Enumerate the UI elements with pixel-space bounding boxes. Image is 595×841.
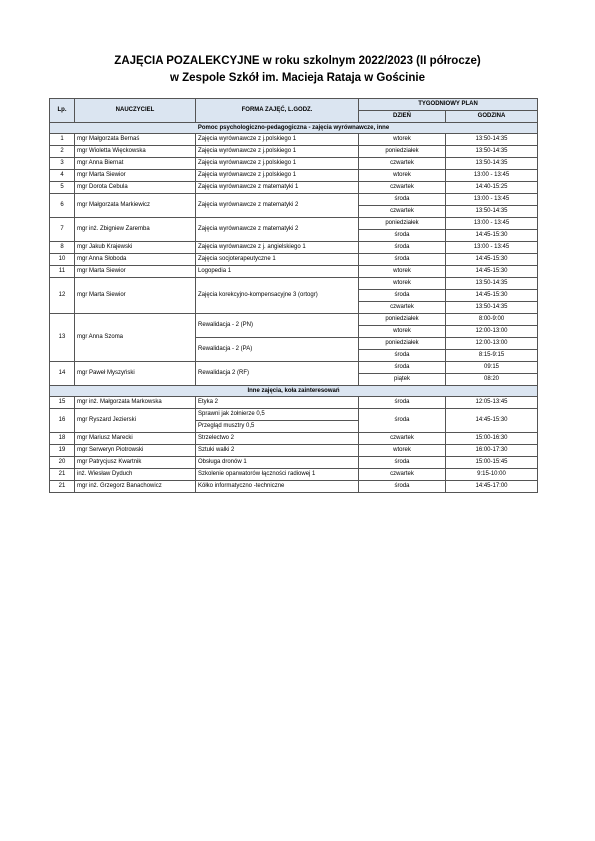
row-teacher: mgr inż. Małgorzata Markowska <box>75 397 196 409</box>
row-lp: 19 <box>50 445 75 457</box>
row-teacher: mgr Paweł Myszyński <box>75 362 196 386</box>
row-day: środa <box>359 397 446 409</box>
row-hour: 13:00 - 13:45 <box>446 242 538 254</box>
row-hour: 13:00 - 13:45 <box>446 218 538 230</box>
row-day: czwartek <box>359 469 446 481</box>
row-teacher: mgr Małgorzata Bernaś <box>75 134 196 146</box>
row-day: środa <box>359 194 446 206</box>
row-form: Strzelectwo 2 <box>196 433 359 445</box>
row-hour: 14:45-15:30 <box>446 290 538 302</box>
row-lp: 2 <box>50 146 75 158</box>
table-row <box>50 362 538 374</box>
row-teacher: mgr Jakub Krajewski <box>75 242 196 254</box>
row-day: czwartek <box>359 182 446 194</box>
row-day: środa <box>359 350 446 362</box>
row-form: Rewalidacja - 2 (PA) <box>196 338 359 362</box>
row-day: środa <box>359 457 446 469</box>
section-title: Pomoc psychologiczno-pedagogiczna - zajęcia wyrównawcze, inne <box>50 123 538 134</box>
row-teacher: mgr Marta Siewior <box>75 170 196 182</box>
row-lp: 8 <box>50 242 75 254</box>
row-day: czwartek <box>359 206 446 218</box>
row-teacher: inż. Wiesław Dyduch <box>75 469 196 481</box>
row-lp: 18 <box>50 433 75 445</box>
row-hour: 08:20 <box>446 374 538 386</box>
row-day: czwartek <box>359 302 446 314</box>
row-day: poniedziałek <box>359 338 446 350</box>
row-day: środa <box>359 230 446 242</box>
row-form: Zajęcia socjoterapeutyczne 1 <box>196 254 359 266</box>
row-day: wtorek <box>359 278 446 290</box>
header-day: DZIEŃ <box>359 111 446 123</box>
row-teacher: mgr Ryszard Jezierski <box>75 409 196 433</box>
row-lp: 14 <box>50 362 75 386</box>
row-form: Zajęcia korekcyjno-kompensacyjne 3 (ortogr) <box>196 278 359 314</box>
row-form: Obsługa dronów 1 <box>196 457 359 469</box>
row-day: poniedziałek <box>359 146 446 158</box>
row-hour: 12:00-13:00 <box>446 326 538 338</box>
row-hour: 8:00-9:00 <box>446 314 538 326</box>
row-form: Rewalidacja - 2 (PN) <box>196 314 359 338</box>
row-teacher: mgr Anna Słoboda <box>75 254 196 266</box>
row-form: Etyka 2 <box>196 397 359 409</box>
row-form: Zajęcia wyrównawcze z j.polskiego 1 <box>196 134 359 146</box>
row-hour: 14:40-15:25 <box>446 182 538 194</box>
row-hour: 13:50-14:35 <box>446 158 538 170</box>
row-hour: 13:50-14:35 <box>446 302 538 314</box>
row-teacher: mgr Serweryn Piotrowski <box>75 445 196 457</box>
row-day: wtorek <box>359 445 446 457</box>
row-teacher: mgr inż. Grzegorz Banachowicz <box>75 481 196 493</box>
row-lp: 3 <box>50 158 75 170</box>
row-teacher: mgr Marta Siewior <box>75 266 196 278</box>
row-hour: 14:45-15:30 <box>446 230 538 242</box>
row-form: Logopedia 1 <box>196 266 359 278</box>
row-hour: 8:15-9:15 <box>446 350 538 362</box>
row-teacher: mgr Anna Biernat <box>75 158 196 170</box>
row-teacher: mgr Wioletta Więckowska <box>75 146 196 158</box>
row-hour: 16:00-17:30 <box>446 445 538 457</box>
row-day: środa <box>359 362 446 374</box>
row-day: wtorek <box>359 170 446 182</box>
row-form: Rewalidacja 2 (RF) <box>196 362 359 386</box>
table-row <box>50 314 538 326</box>
row-form: Zajęcia wyrównawcze z j.polskiego 1 <box>196 170 359 182</box>
row-lp: 16 <box>50 409 75 433</box>
table-row <box>50 278 538 290</box>
row-teacher: mgr Anna Szoma <box>75 314 196 362</box>
header-hour: GODZINA <box>446 111 538 123</box>
row-lp: 21 <box>50 481 75 493</box>
row-lp: 21 <box>50 469 75 481</box>
schedule-table <box>49 98 538 493</box>
row-hour: 13:50-14:35 <box>446 134 538 146</box>
table-row <box>50 194 538 206</box>
row-day: środa <box>359 409 446 433</box>
row-day: czwartek <box>359 158 446 170</box>
row-hour: 12:00-13:00 <box>446 338 538 350</box>
row-teacher: mgr Małgorzata Markiewicz <box>75 194 196 218</box>
row-day: środa <box>359 290 446 302</box>
header-lp: Lp. <box>50 99 75 123</box>
section-title: Inne zajęcia, koła zainteresowań <box>50 386 538 397</box>
row-form: Sprawni jak żołnierze 0,5 <box>196 409 359 421</box>
row-hour: 14:45-15:30 <box>446 266 538 278</box>
row-form: Sztuki walki 2 <box>196 445 359 457</box>
row-hour: 13:00 - 13:45 <box>446 194 538 206</box>
header-form: FORMA ZAJĘĆ, L.GODZ. <box>196 99 359 123</box>
row-day: środa <box>359 481 446 493</box>
row-day: wtorek <box>359 266 446 278</box>
row-form: Zajęcia wyrównawcze z matematyki 1 <box>196 182 359 194</box>
page-title: ZAJĘCIA POZALEKCYJNE w roku szkolnym 2022/2023 (II półrocze) <box>114 55 481 67</box>
row-day: środa <box>359 254 446 266</box>
row-lp: 5 <box>50 182 75 194</box>
table-row <box>50 409 538 421</box>
row-teacher: mgr Mariusz Marecki <box>75 433 196 445</box>
row-lp: 20 <box>50 457 75 469</box>
row-hour: 15:00-15:45 <box>446 457 538 469</box>
row-teacher: mgr Marta Siewior <box>75 278 196 314</box>
row-form: Zajęcia wyrównawcze z j.polskiego 1 <box>196 158 359 170</box>
row-form: Zajęcia wyrównawcze z matematyki 2 <box>196 218 359 242</box>
row-lp: 4 <box>50 170 75 182</box>
row-hour: 12:05-13:45 <box>446 397 538 409</box>
row-form: Zajęcia wyrównawcze z j. angielskiego 1 <box>196 242 359 254</box>
row-hour: 14:45-15:30 <box>446 254 538 266</box>
row-day: czwartek <box>359 433 446 445</box>
row-day: piątek <box>359 374 446 386</box>
row-form: Szkolenie oparwatorów łączności radiowej 1 <box>196 469 359 481</box>
row-lp: 15 <box>50 397 75 409</box>
row-hour: 13:00 - 13:45 <box>446 170 538 182</box>
row-hour: 15:00-16:30 <box>446 433 538 445</box>
row-hour: 13:50-14:35 <box>446 206 538 218</box>
header-teacher: NAUCZYCIEL <box>75 99 196 123</box>
row-hour: 13:50-14:35 <box>446 278 538 290</box>
row-day: poniedziałek <box>359 218 446 230</box>
row-lp: 11 <box>50 266 75 278</box>
row-form: Kółko informatyczno -techniczne <box>196 481 359 493</box>
row-hour: 09:15 <box>446 362 538 374</box>
row-hour: 14:45-15:30 <box>446 409 538 433</box>
row-lp: 7 <box>50 218 75 242</box>
table-row <box>50 218 538 230</box>
row-hour: 9:15-10:00 <box>446 469 538 481</box>
row-hour: 14:45-17:00 <box>446 481 538 493</box>
row-lp: 1 <box>50 134 75 146</box>
row-day: wtorek <box>359 134 446 146</box>
page-subtitle: w Zespole Szkół im. Macieja Rataja w Gościnie <box>169 72 425 84</box>
row-day: poniedziałek <box>359 314 446 326</box>
row-teacher: mgr inż. Zbigniew Zaremba <box>75 218 196 242</box>
row-day: wtorek <box>359 326 446 338</box>
row-teacher: mgr Dorota Cebula <box>75 182 196 194</box>
row-form: Zajęcia wyrównawcze z matematyki 2 <box>196 194 359 218</box>
row-form: Przegląd musztry 0,5 <box>196 421 359 433</box>
row-lp: 12 <box>50 278 75 314</box>
row-lp: 6 <box>50 194 75 218</box>
row-lp: 13 <box>50 314 75 362</box>
row-hour: 13:50-14:35 <box>446 146 538 158</box>
row-form: Zajęcia wyrównawcze z j.polskiego 1 <box>196 146 359 158</box>
row-day: środa <box>359 242 446 254</box>
header-weekly-plan: TYGODNIOWY PLAN <box>359 99 538 111</box>
row-teacher: mgr Patrycjusz Kwartnik <box>75 457 196 469</box>
row-lp: 10 <box>50 254 75 266</box>
